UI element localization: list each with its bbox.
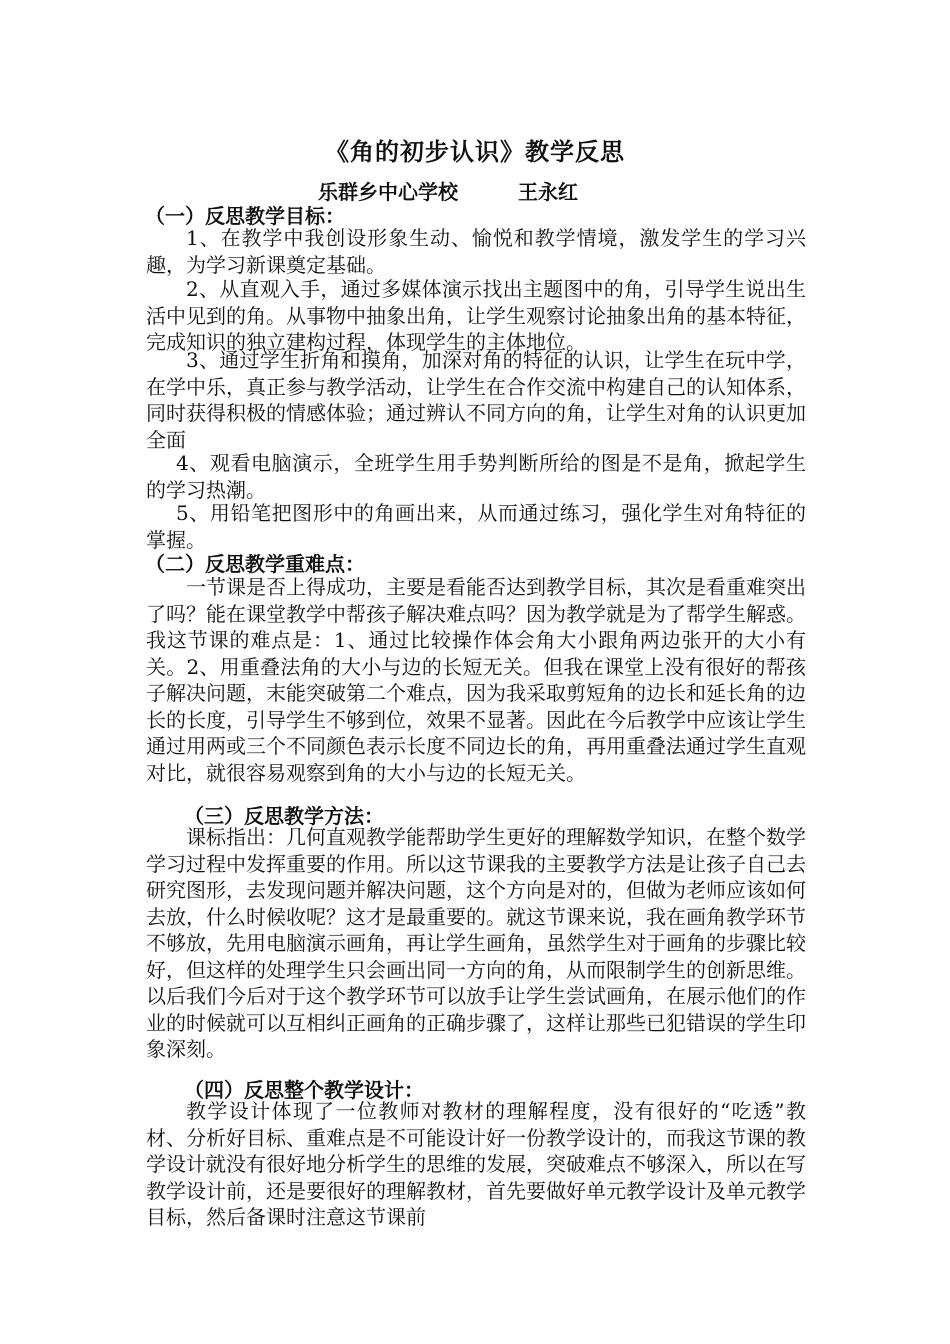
section-4-text: 教学设计体现了一位教师对教材的理解程度，没有很好的“吃透”教材、分析好目标、重难点是不可能设计好一份教学设计的，而我这节课的教学设计就没有很好地分析学生的思维的发展，突破难点不够深入，所以在写教学设计前，还是要很好的理解教材，首先要做好单元教学设计及单元教学目标，然后备课时注意这节课前 <box>146 1099 806 1229</box>
section-1-item-1: 1、在教学中我创设形象生动、愉悦和教学情境，激发学生的学习兴趣，为学习新课奠定基础。 <box>146 226 806 277</box>
author-name: 王永红 <box>518 180 578 204</box>
section-2-text: 一节课是否上得成功，主要是看能否达到教学目标，其次是看重难突出了吗？能在课堂教学中帮孩子解决难点吗？因为教学就是为了帮学生解惑。我这节课的难点是：1、通过比较操作体会角大小跟角两边张开的大小有关。2、用重叠法角的大小与边的长短无关。但我在课堂上没有很好的帮孩子解决问题，末能突破第二个难点，因为我采取剪短角的边长和延长角的边长的长度，引导学生不够到位，效果不显著。因此在今后教学中应该让学生通过用两或三个不同颜色表示长度不同边长的角，再用重叠法通过学生直观对比，就很容易观察到角的大小与边的长短无关。 <box>146 575 806 785</box>
section-4-heading: （四）反思整个教学设计： <box>184 1078 424 1102</box>
section-1-item-5: 5、用铅笔把图形中的角画出来，从而通过练习，强化学生对角特征的掌握。 <box>146 501 806 552</box>
section-3-heading: （三）反思教学方法： <box>184 804 384 828</box>
school-name: 乐群乡中心学校 <box>318 180 458 204</box>
section-1-item-3: 3、通过学生折角和摸角，加深对角的特征的认识，让学生在玩中学，在学中乐，真正参与教学活动，让学生在合作交流中构建自己的认知体系，同时获得积极的情感体验；通过辨认不同方向的角，让学生对角的认识更加全面 <box>146 348 806 452</box>
section-3-text: 课标指出：几何直观教学能帮助学生更好的理解数学知识，在整个数学学习过程中发挥重要的作用。所以这节课我的主要教学方法是让孩子自己去研究图形，去发现问题并解决问题，这个方向是对的，但做为老师应该如何去放，什么时候收呢？这才是最重要的。就这节课来说，我在画角教学环节不够放，先用电脑演示画角，再让学生画角，虽然学生对于画角的步骤比较好，但这样的处理学生只会画出同一方向的角，从而限制学生的创新思维。以后我们今后对于这个教学环节可以放手让学生尝试画角，在展示他们的作业的时候就可以互相纠正画角的正确步骤了，这样让那些已犯错误的学生印象深刻。 <box>146 825 806 1061</box>
section-1-item-4: 4、观看电脑演示，全班学生用手势判断所给的图是不是角，掀起学生的学习热潮。 <box>146 451 806 502</box>
section-1-heading: （一）反思教学目标： <box>145 204 345 228</box>
document-title: 《角的初步认识》教学反思 <box>325 138 625 166</box>
section-2-heading: （二）反思教学重难点： <box>145 552 365 576</box>
byline <box>318 176 578 205</box>
section-1-item-2: 2、从直观入手，通过多媒体演示找出主题图中的角，引导学生说出生活中见到的角。从事物中抽象出角，让学生观察讨论抽象出角的基本特征，完成知识的独立建构过程，体现学生的主体地位。 <box>146 277 806 354</box>
